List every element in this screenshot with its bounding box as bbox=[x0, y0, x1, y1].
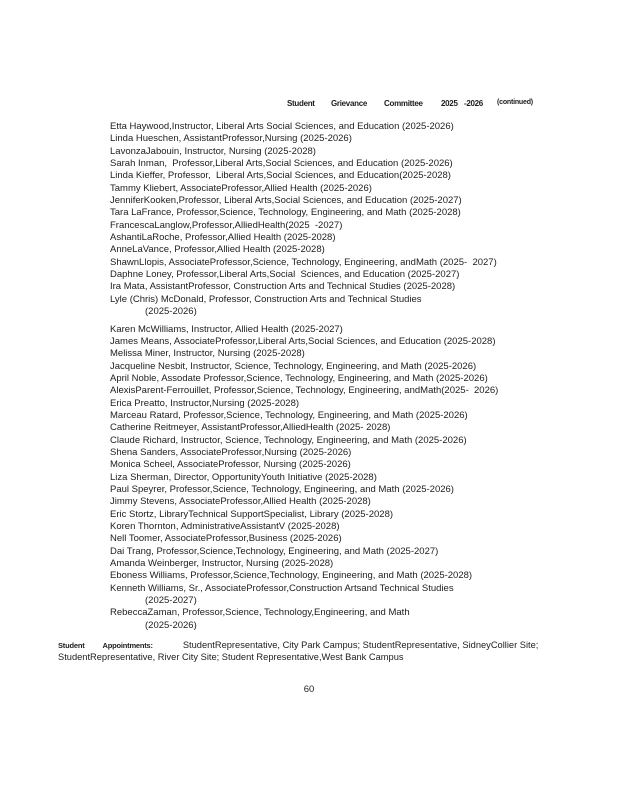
member-line bbox=[110, 533, 590, 545]
member-line bbox=[110, 435, 590, 447]
member-line bbox=[110, 348, 590, 360]
member-line bbox=[110, 195, 590, 207]
member-text: April Noble, Assodate Professor,Science, Technology, Engineering, and Math (2025-2026) bbox=[110, 372, 488, 384]
member-line bbox=[110, 546, 590, 558]
page-number: 60 bbox=[303, 684, 315, 695]
member-line bbox=[110, 521, 590, 533]
member-line bbox=[110, 361, 590, 373]
member-text: AshantiLaRoche, Professor,Allied Health (2025-2028) bbox=[110, 232, 336, 244]
member-text: AnneLaVance, Professor,Allied Health (2025-2028) bbox=[110, 244, 325, 256]
member-text: Liza Sherman, Director, OpportunityYouth Initiative (2025-2028) bbox=[110, 471, 377, 483]
member-line bbox=[110, 324, 590, 336]
member-text: AlexisParent-Ferrouillet, Professor,Science, Technology, Engineering, andMath(2025- 2026) bbox=[110, 385, 499, 397]
appointments-label-student: Student bbox=[58, 641, 85, 650]
appointments-label: Appointments: bbox=[102, 641, 153, 650]
member-line bbox=[110, 121, 590, 133]
member-text: Linda Hueschen, AssistantProfessor,Nursing (2025-2026) bbox=[110, 133, 352, 145]
member-text: James Means, AssociateProfessor,Liberal Arts,Social Sciences, and Education (2025-2028) bbox=[110, 335, 496, 347]
header-word-year-end: -2026 bbox=[464, 99, 483, 108]
member-text: Koren Thornton, AdministrativeAssistantV (2025-2028) bbox=[110, 521, 340, 532]
member-text: RebeccaZaman, Professor,Science, Technology,Engineering, and Math bbox=[110, 607, 410, 619]
member-text: JenniferKooken,Professor, Liberal Arts,Social Sciences, and Education (2025-2027) bbox=[110, 195, 462, 207]
appointments-text: StudentRepresentative, City Park Campus; StudentRepresentative, SidneyCollier Site; StudentRepresentative, River City Site; Student Representative,West Bank Campus bbox=[58, 640, 539, 662]
header-word-student: Student bbox=[287, 99, 315, 108]
member-line bbox=[110, 398, 590, 410]
page-header bbox=[0, 99, 618, 111]
member-text: Lyle (Chris) McDonald, Professor, Construction Arts and Technical Studies bbox=[110, 293, 422, 305]
member-text: Etta Haywood,Instructor, Liberal Arts Social Sciences, and Education (2025-2026) bbox=[110, 121, 454, 132]
member-text: Tammy Kliebert, AssociateProfessor,Allied Health (2025-2026) bbox=[110, 182, 372, 194]
member-line bbox=[110, 509, 590, 521]
member-text: Claude Richard, Instructor, Science, Technology, Engineering, and Math (2025-2026) bbox=[110, 434, 467, 446]
header-continued-note: (continued) bbox=[497, 99, 533, 106]
member-text: Daphne Loney, Professor,Liberal Arts,Social Sciences, and Education (2025-2027) bbox=[110, 269, 460, 281]
member-text: Karen McWilliams, Instructor, Allied Health (2025-2027) bbox=[110, 323, 343, 335]
header-word-grievance: Grievance bbox=[331, 99, 367, 108]
member-line bbox=[110, 496, 590, 508]
member-text: Linda Kieffer, Professor, Liberal Arts,Social Sciences, and Education(2025-2028) bbox=[110, 170, 451, 182]
member-text: Tara LaFrance, Professor,Science, Technology, Engineering, and Math (2025-2028) bbox=[110, 207, 461, 219]
member-text: Eric Stortz, LibraryTechnical SupportSpecialist, Library (2025-2028) bbox=[110, 508, 394, 520]
member-text: Sarah Inman, Professor,Liberal Arts,Social Sciences, and Education (2025-2026) bbox=[110, 158, 453, 170]
member-text: Jacqueline Nesbit, Instructor, Science, Technology, Engineering, and Math (2025-2026) bbox=[110, 360, 477, 372]
member-line bbox=[110, 484, 590, 496]
member-text: Jimmy Stevens, AssociateProfessor,Allied Health (2025-2028) bbox=[110, 496, 371, 508]
member-continuation: (2025-2027) bbox=[145, 595, 197, 607]
member-line bbox=[110, 459, 590, 471]
member-line bbox=[110, 244, 590, 256]
member-line bbox=[110, 422, 590, 434]
member-text: Kenneth Williams, Sr., AssociateProfessor,Construction Artsand Technical Studies bbox=[110, 582, 454, 594]
member-line bbox=[110, 410, 590, 422]
member-text: Erica Preatto, Instructor,Nursing (2025-2028) bbox=[110, 397, 300, 409]
member-line bbox=[110, 269, 590, 281]
header-word-year-start: 2025 bbox=[441, 99, 458, 108]
member-line bbox=[110, 207, 590, 219]
member-line bbox=[110, 447, 590, 459]
member-text: LavonzaJabouin, Instructor, Nursing (2025-2028) bbox=[110, 145, 316, 157]
member-line bbox=[110, 257, 590, 269]
member-text: ShawnLlopis, AssociateProfessor,Science, Technology, Engineering, andMath (2025- 2027) bbox=[110, 256, 497, 268]
member-line bbox=[110, 220, 590, 232]
member-line bbox=[110, 373, 590, 385]
member-line bbox=[110, 133, 590, 145]
member-line bbox=[110, 281, 590, 293]
member-text: Amanda Weinberger, Instructor, Nursing (2025-2028) bbox=[110, 558, 334, 570]
member-line bbox=[110, 558, 590, 570]
member-line bbox=[110, 336, 590, 348]
member-line bbox=[110, 183, 590, 195]
member-text: Catherine Reitmeyer, AssistantProfessor,AlliedHealth (2025- 2028) bbox=[110, 422, 391, 434]
member-line bbox=[110, 170, 590, 182]
member-line bbox=[110, 146, 590, 158]
member-line bbox=[110, 570, 590, 582]
member-line bbox=[110, 232, 590, 244]
member-continuation: (2025-2026) bbox=[145, 619, 197, 631]
member-text: Ira Mata, AssistantProfessor, Construction Arts and Technical Studies (2025-2028) bbox=[110, 281, 456, 293]
member-list bbox=[110, 121, 590, 632]
member-line bbox=[110, 294, 590, 319]
member-text: Dai Trang, Professor,Science,Technology, Engineering, and Math (2025-2027) bbox=[110, 545, 439, 557]
member-line bbox=[110, 385, 590, 397]
member-line bbox=[110, 607, 590, 632]
member-text: FrancescaLanglow,Professor,AlliedHealth(2025 -2027) bbox=[110, 219, 343, 231]
member-continuation: (2025-2026) bbox=[145, 306, 197, 318]
member-text: Shena Sanders, AssociateProfessor,Nursing (2025-2026) bbox=[110, 446, 352, 458]
member-text: Monica Scheel, AssociateProfessor, Nursing (2025-2026) bbox=[110, 459, 351, 471]
header-word-committee: Committee bbox=[384, 99, 423, 108]
member-line bbox=[110, 583, 590, 608]
member-text: Eboness Williams, Professor,Science,Technology, Engineering, and Math (2025-2028) bbox=[110, 570, 473, 582]
member-text: Marceau Ratard, Professor,Science, Technology, Engineering, and Math (2025-2026) bbox=[110, 409, 468, 421]
member-text: Melissa Miner, Instructor, Nursing (2025-2028) bbox=[110, 348, 305, 360]
student-appointments bbox=[58, 640, 592, 663]
member-text: Paul Speyrer, Professor,Science, Technology, Engineering, and Math (2025-2026) bbox=[110, 483, 454, 495]
member-line bbox=[110, 472, 590, 484]
member-line bbox=[110, 158, 590, 170]
member-text: Nell Toomer, AssociateProfessor,Business (2025-2026) bbox=[110, 533, 342, 545]
